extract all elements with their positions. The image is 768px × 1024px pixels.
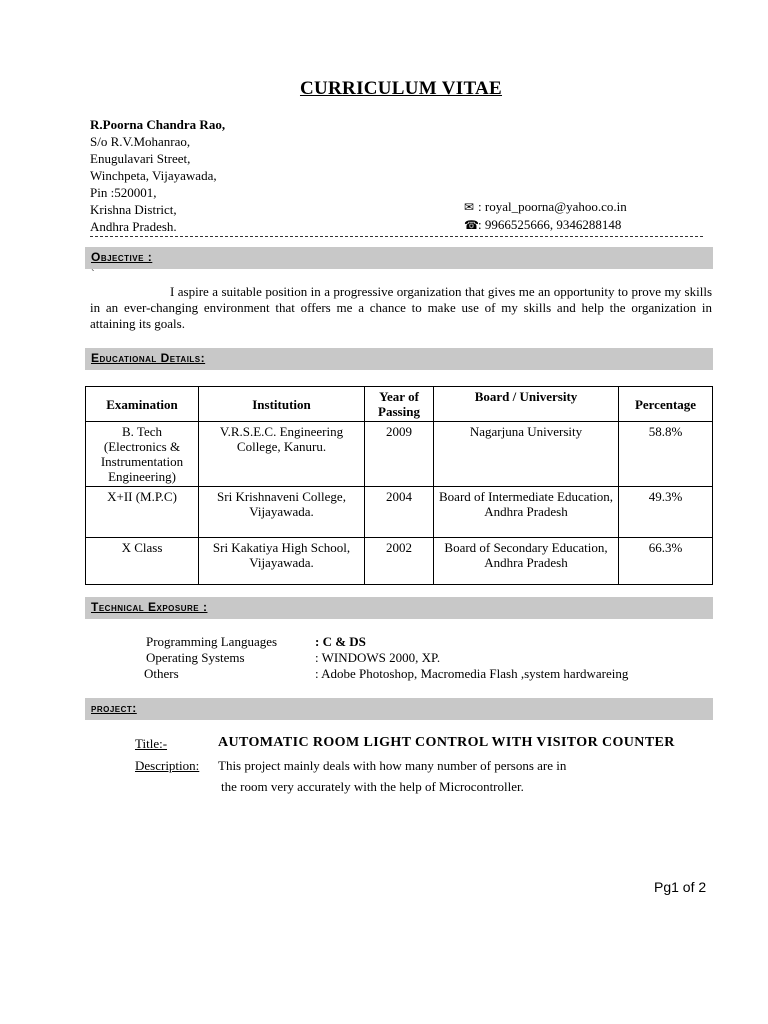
table-cell: 58.8% xyxy=(619,422,713,487)
table-row xyxy=(86,422,713,487)
address-line: S/o R.V.Mohanrao, xyxy=(90,134,191,149)
skill-label: Others xyxy=(144,666,179,681)
column-header: Institution xyxy=(199,387,365,422)
project-title-label: Title:- xyxy=(135,736,168,751)
column-header: Board / University xyxy=(434,387,619,422)
email-row xyxy=(464,198,627,216)
contact-block xyxy=(464,198,627,234)
section-title: Educational Details: xyxy=(91,351,206,365)
address-line: Enugulavari Street, xyxy=(90,151,191,166)
address-line: Andhra Pradesh. xyxy=(90,219,177,234)
project-description-label: Description: xyxy=(135,758,200,773)
table-cell: V.R.S.E.C. Engineering College, Kanuru. xyxy=(199,422,365,487)
column-header: Examination xyxy=(86,387,199,422)
project-description: This project mainly deals with how many number of persons are in xyxy=(218,758,567,773)
table-cell: Board of Secondary Education, Andhra Pradesh xyxy=(434,538,619,585)
skill-value: : C & DS xyxy=(315,634,366,649)
section-header-objective xyxy=(85,247,713,269)
table-cell: Sri Kakatiya High School, Vijayawada. xyxy=(199,538,365,585)
table-cell: Nagarjuna University xyxy=(434,422,619,487)
skill-value: : Adobe Photoshop, Macromedia Flash ,system hardwareing xyxy=(315,666,629,681)
table-row xyxy=(86,487,713,538)
telephone-icon: ☎ xyxy=(464,218,479,232)
objective-text: I aspire a suitable position in a progressive organization that gives me an opportunity to prove my skills in an ever-changing environment that offers me a chance to make use of my skills and help the organization in attaining its goals. xyxy=(90,284,712,331)
table-cell: 66.3% xyxy=(619,538,713,585)
table-cell: X+II (M.P.C) xyxy=(86,487,199,538)
table-cell: 2009 xyxy=(365,422,434,487)
document-title: CURRICULUM VITAE xyxy=(299,78,503,99)
address-line: Winchpeta, Vijayawada, xyxy=(90,168,217,183)
section-title: project: xyxy=(91,701,137,715)
skill-label: Operating Systems xyxy=(146,650,245,665)
phone-text: : 9966525666, 9346288148 xyxy=(478,217,622,232)
table-cell: Sri Krishnaveni College, Vijayawada. xyxy=(199,487,365,538)
address-block xyxy=(90,116,225,235)
skill-label: Programming Languages xyxy=(146,634,278,649)
skill-value: : WINDOWS 2000, XP. xyxy=(315,650,441,665)
project-title: AUTOMATIC ROOM LIGHT CONTROL WITH VISITOR COUNTER xyxy=(218,735,675,750)
address-line: Krishna District, xyxy=(90,202,177,217)
education-table xyxy=(85,386,713,585)
section-header-project xyxy=(85,698,713,720)
separator-line xyxy=(90,236,703,237)
section-header-education xyxy=(85,348,713,370)
email-text: : royal_poorna@yahoo.co.in xyxy=(478,199,627,214)
stray-mark: ` xyxy=(91,268,95,280)
table-cell: Board of Intermediate Education, Andhra Pradesh xyxy=(434,487,619,538)
table-cell: X Class xyxy=(86,538,199,585)
table-cell: 2004 xyxy=(365,487,434,538)
page-number: Pg1 of 2 xyxy=(654,879,707,895)
column-header: Percentage xyxy=(619,387,713,422)
table-cell: B. Tech (Electronics & Instrumentation Engineering) xyxy=(86,422,199,487)
project-description: the room very accurately with the help of Microcontroller. xyxy=(221,779,524,794)
section-header-technical xyxy=(85,597,713,619)
address-line: Pin :520001, xyxy=(90,185,157,200)
candidate-name: R.Poorna Chandra Rao, xyxy=(90,117,226,132)
section-title: Objective : xyxy=(91,250,153,264)
phone-row xyxy=(464,216,627,234)
column-header: Year of Passing xyxy=(365,387,434,422)
table-row xyxy=(86,538,713,585)
section-title: Technical Exposure : xyxy=(91,600,208,614)
table-header-row xyxy=(86,387,713,422)
table-cell: 2002 xyxy=(365,538,434,585)
table-cell: 49.3% xyxy=(619,487,713,538)
envelope-icon: ✉ xyxy=(464,200,475,214)
